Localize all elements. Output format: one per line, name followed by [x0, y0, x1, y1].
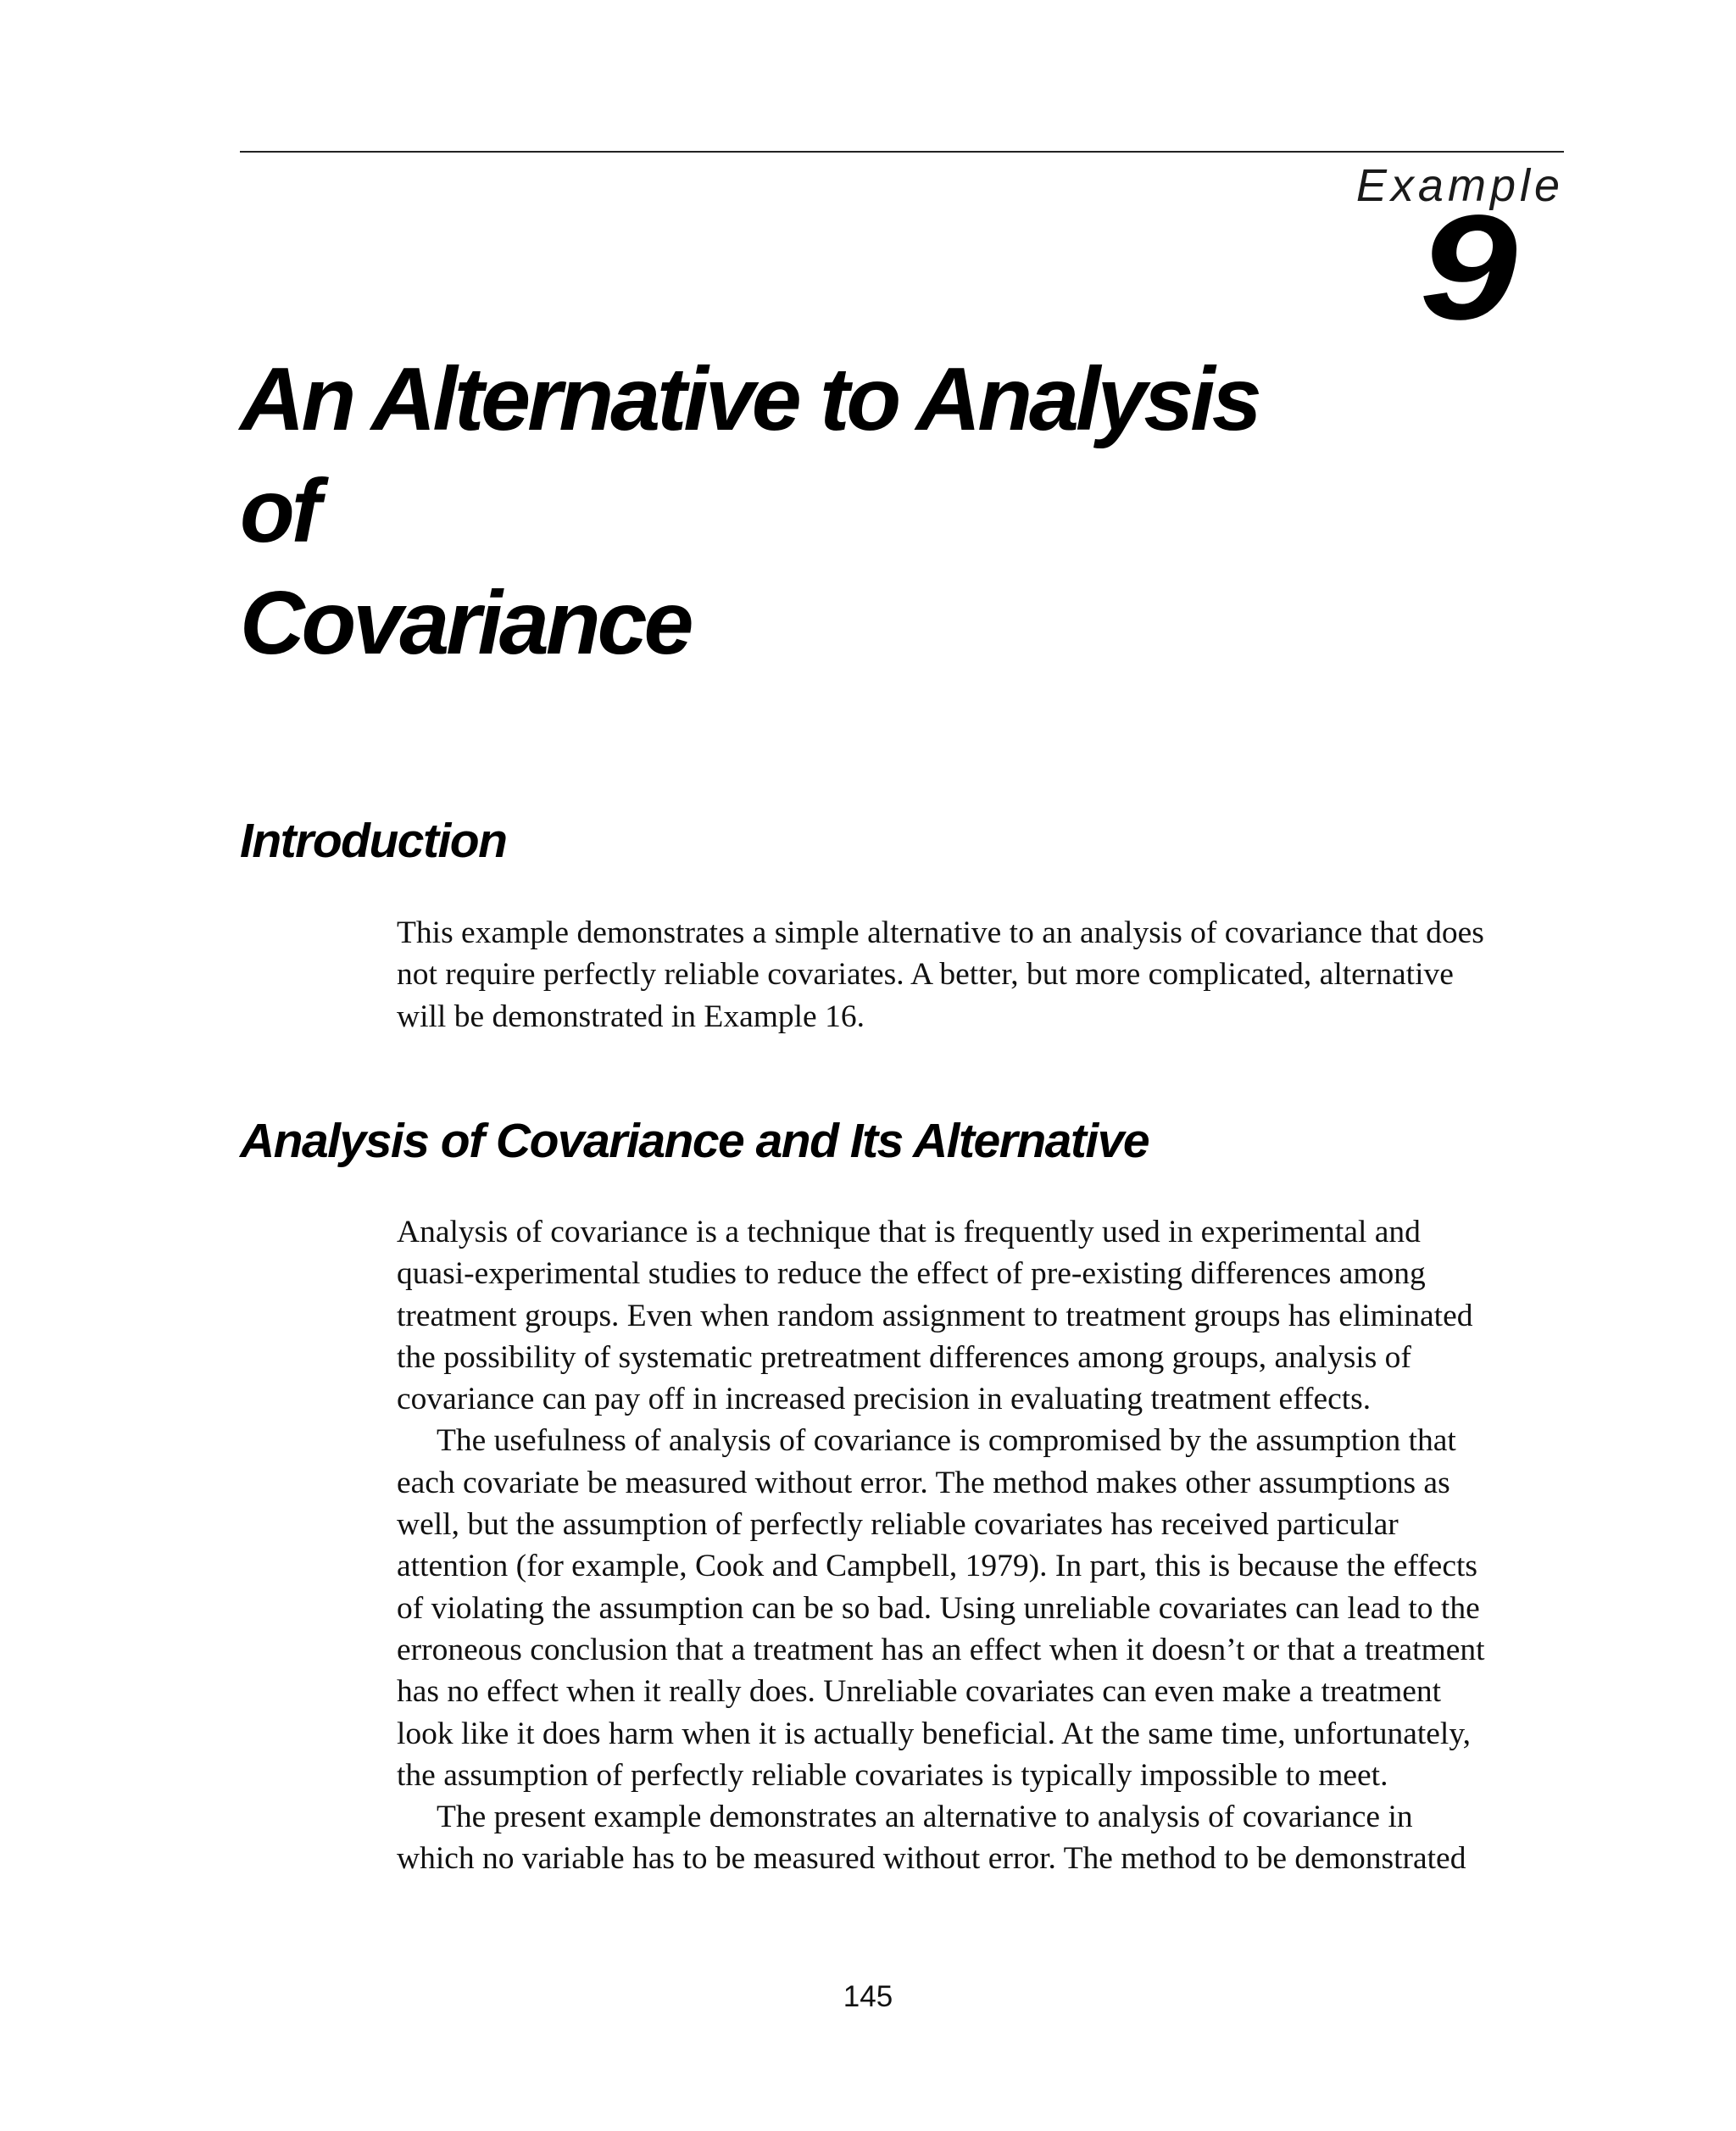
body-line: The usefulness of analysis of covariance is compromised by the assumption that	[437, 1423, 1456, 1459]
intro-line: not require perfectly reliable covariates. A better, but more complicated, alternative	[397, 957, 1454, 993]
body-line: Analysis of covariance is a technique that is frequently used in experimental and	[397, 1215, 1421, 1249]
body-line: the assumption of perfectly reliable covariates is typically impossible to meet.	[397, 1757, 1388, 1793]
page-number: 145	[843, 1980, 893, 2013]
body-line: which no variable has to be measured without error. The method to be demonstrated	[397, 1841, 1466, 1877]
chapter-title-line-2: Covariance	[240, 573, 691, 673]
analysis-section-body	[397, 1211, 1566, 1880]
body-line: look like it does harm when it is actually beneficial. At the same time, unfortunately,	[397, 1716, 1472, 1751]
introduction-paragraph	[397, 912, 1566, 1038]
example-label: Example	[1355, 160, 1564, 211]
introduction-heading: Introduction	[240, 814, 507, 868]
intro-line: will be demonstrated in Example 16.	[397, 999, 865, 1034]
body-line: attention (for example, Cook and Campbell, 1979). In part, this is because the effects	[397, 1549, 1477, 1584]
body-line: erroneous conclusion that a treatment has an effect when it doesn’t or that a treatment	[397, 1632, 1485, 1667]
body-line: treatment groups. Even when random assignment to treatment groups has eliminated	[397, 1298, 1473, 1333]
chapter-title	[240, 343, 1342, 679]
body-line: well, but the assumption of perfectly reliable covariates has received particular	[397, 1507, 1399, 1543]
body-line: quasi-experimental studies to reduce the effect of pre-existing differences among	[397, 1256, 1426, 1292]
body-line: has no effect when it really does. Unreliable covariates can even make a treatment	[397, 1674, 1442, 1710]
header-rule	[240, 151, 1564, 153]
body-line: each covariate be measured without error. The method makes other assumptions as	[397, 1465, 1450, 1500]
chapter-title-line-1: An Alternative to Analysis of	[240, 349, 1259, 561]
intro-line: This example demonstrates a simple alternative to an analysis of covariance that does	[397, 915, 1484, 950]
analysis-section-heading: Analysis of Covariance and Its Alternative	[240, 1114, 1149, 1168]
body-line: of violating the assumption can be so bad. Using unreliable covariates can lead to the	[397, 1590, 1480, 1626]
example-number: 9	[1419, 185, 1517, 351]
body-line: the possibility of systematic pretreatment differences among groups, analysis of	[397, 1339, 1411, 1375]
body-line: The present example demonstrates an alternative to analysis of covariance in	[437, 1800, 1413, 1835]
body-line: covariance can pay off in increased precision in evaluating treatment effects.	[397, 1382, 1372, 1417]
